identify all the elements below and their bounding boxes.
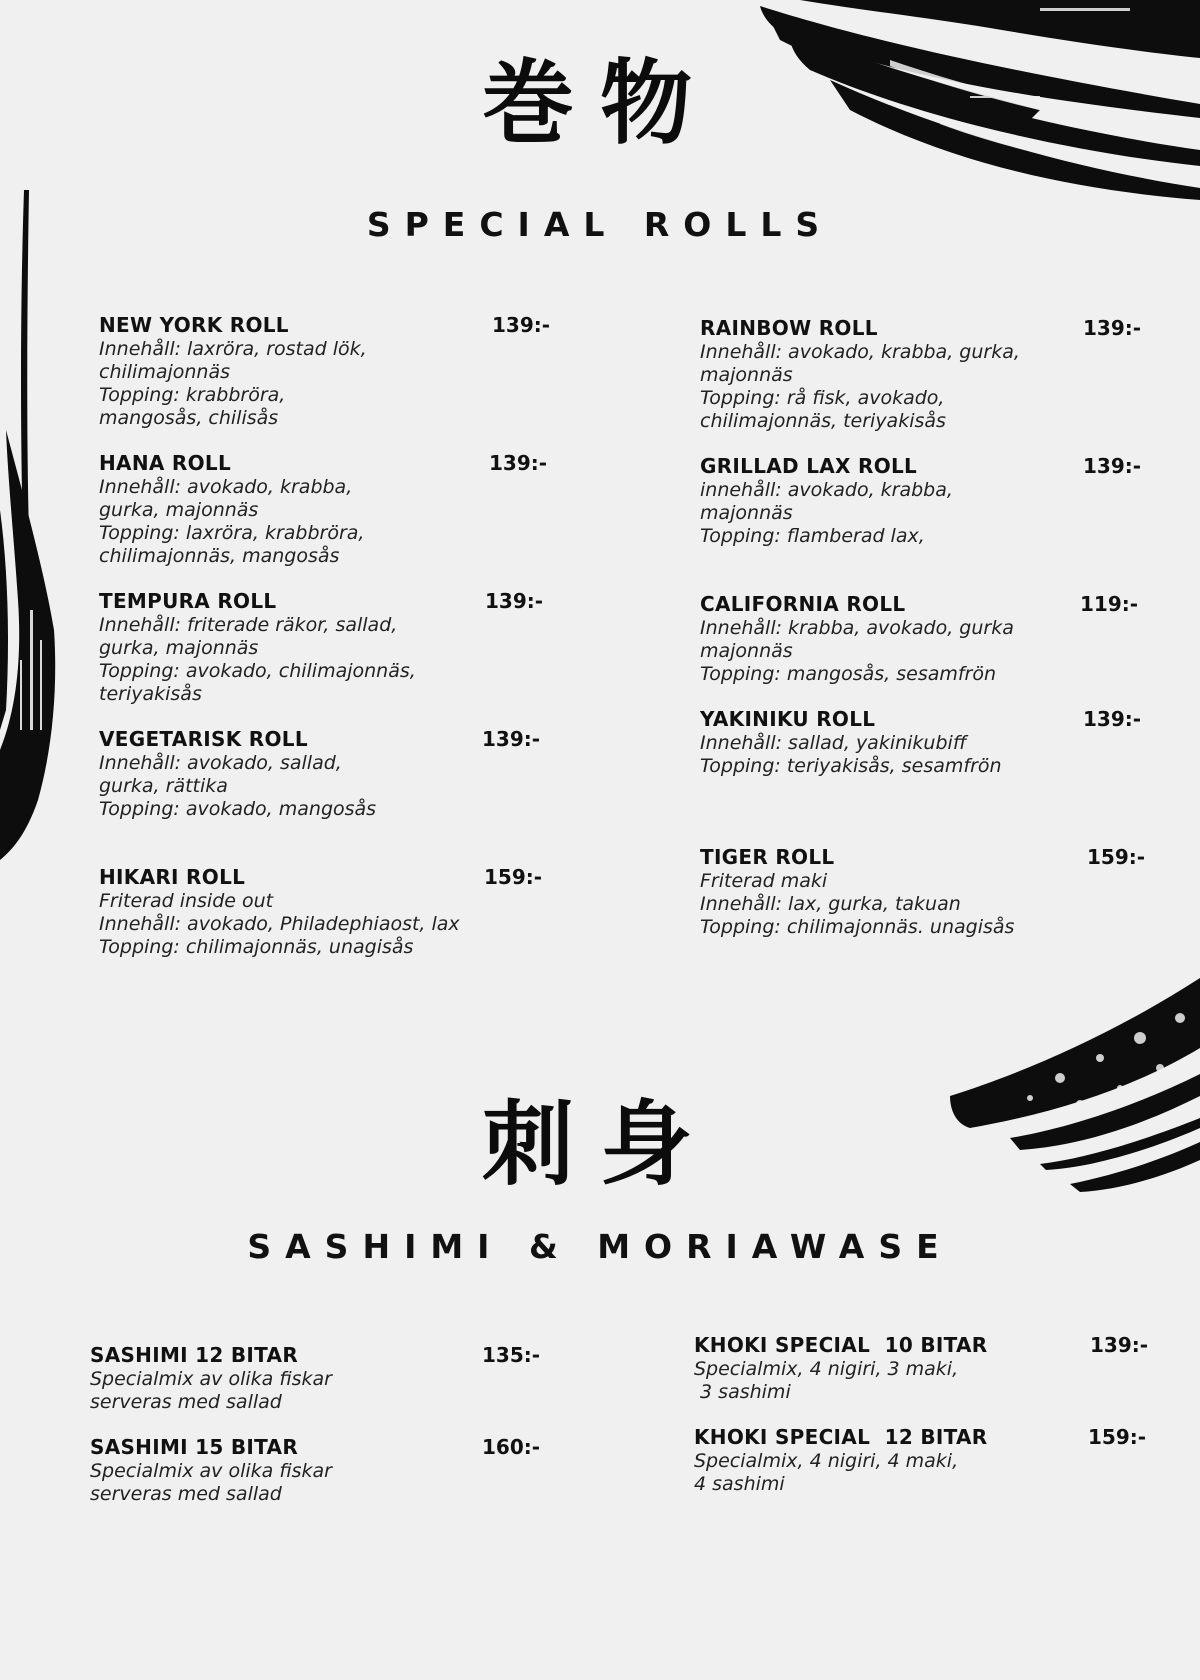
- menu-item: [700, 707, 1142, 778]
- kanji-sashimi: 刺身: [481, 1090, 718, 1198]
- item-price: 159:-: [1087, 845, 1146, 869]
- item-name: SASHIMI 12 BITAR: [90, 1343, 299, 1367]
- item-description: Innehåll: sallad, yakinikubiff: [700, 732, 967, 754]
- item-description: serveras med sallad: [90, 1391, 282, 1413]
- item-description: Innehåll: friterade räkor, sallad,: [99, 614, 398, 636]
- item-name: YAKINIKU ROLL: [700, 707, 876, 731]
- item-description: Specialmix av olika fiskar: [90, 1368, 332, 1390]
- item-description: serveras med sallad: [90, 1483, 282, 1505]
- brush-stroke-left: [0, 190, 60, 860]
- item-description: Innehåll: avokado, krabba,: [99, 476, 353, 498]
- menu-item: [700, 845, 1146, 939]
- item-description: Topping: rå fisk, avokado,: [700, 387, 945, 409]
- item-name: RAINBOW ROLL: [700, 316, 878, 340]
- item-name: NEW YORK ROLL: [99, 313, 289, 337]
- item-description: Specialmix, 4 nigiri, 3 maki,: [694, 1358, 959, 1380]
- item-price: 139:-: [485, 589, 544, 613]
- item-price: 159:-: [484, 865, 543, 889]
- item-name: SASHIMI 15 BITAR: [90, 1435, 299, 1459]
- item-price: 159:-: [1088, 1425, 1147, 1449]
- item-name: KHOKI SPECIAL 12 BITAR: [694, 1425, 988, 1449]
- item-description: Topping: flamberad lax,: [700, 525, 925, 547]
- item-description: mangosås, chilisås: [99, 407, 279, 429]
- item-price: 139:-: [1083, 707, 1142, 731]
- item-description: gurka, rättika: [99, 775, 228, 797]
- item-name: GRILLAD LAX ROLL: [700, 454, 918, 478]
- item-description: majonnäs: [700, 364, 793, 386]
- item-name: HANA ROLL: [99, 451, 231, 475]
- item-price: 160:-: [482, 1435, 541, 1459]
- item-description: majonnäs: [700, 502, 793, 524]
- menu-item: [90, 1343, 541, 1414]
- item-description: innehåll: avokado, krabba,: [700, 479, 953, 501]
- section-title-sashimi: SASHIMI & MORIAWASE: [247, 1227, 953, 1266]
- item-name: VEGETARISK ROLL: [99, 727, 308, 751]
- item-description: Topping: avokado, mangosås: [99, 798, 377, 820]
- menu-item: [99, 727, 541, 821]
- item-description: chilimajonnäs, teriyakisås: [700, 410, 946, 432]
- item-price: 139:-: [1090, 1333, 1149, 1357]
- item-description: Innehåll: avokado, sallad,: [99, 752, 342, 774]
- menu-item: [694, 1425, 1147, 1496]
- section-title-special-rolls: SPECIAL ROLLS: [366, 205, 834, 244]
- menu-item: [90, 1435, 541, 1506]
- item-description: gurka, majonnäs: [99, 499, 259, 521]
- item-description: 4 sashimi: [694, 1473, 785, 1495]
- item-name: HIKARI ROLL: [99, 865, 246, 889]
- item-description: Innehåll: avokado, Philadephiaost, lax: [99, 913, 460, 935]
- item-price: 139:-: [489, 451, 548, 475]
- item-name: TIGER ROLL: [700, 845, 835, 869]
- item-price: 135:-: [482, 1343, 541, 1367]
- item-description: Friterad maki: [700, 870, 828, 892]
- item-description: Innehåll: lax, gurka, takuan: [700, 893, 961, 915]
- item-price: 139:-: [492, 313, 551, 337]
- item-price: 139:-: [482, 727, 541, 751]
- menu-item: [700, 454, 1142, 548]
- item-description: Specialmix av olika fiskar: [90, 1460, 332, 1482]
- item-description: majonnäs: [700, 640, 793, 662]
- item-description: Topping: laxröra, krabbröra,: [99, 522, 365, 544]
- menu-item: [99, 865, 543, 959]
- item-description: chilimajonnäs, mangosås: [99, 545, 340, 567]
- item-description: Topping: mangosås, sesamfrön: [700, 663, 997, 685]
- item-name: CALIFORNIA ROLL: [700, 592, 906, 616]
- menu-item: [700, 592, 1139, 686]
- item-description: chilimajonnäs: [99, 361, 231, 383]
- item-description: Innehåll: laxröra, rostad lök,: [99, 338, 367, 360]
- item-name: KHOKI SPECIAL 10 BITAR: [694, 1333, 988, 1357]
- menu-item: [99, 451, 548, 568]
- item-price: 139:-: [1083, 316, 1142, 340]
- item-name: TEMPURA ROLL: [99, 589, 277, 613]
- item-description: Topping: krabbröra,: [99, 384, 286, 406]
- item-description: Friterad inside out: [99, 890, 274, 912]
- item-price: 119:-: [1080, 592, 1139, 616]
- item-description: Innehåll: avokado, krabba, gurka,: [700, 341, 1020, 363]
- kanji-makimono: 巻物: [481, 49, 718, 157]
- menu-item: [694, 1333, 1149, 1404]
- menu-item: [700, 316, 1142, 433]
- item-description: Specialmix, 4 nigiri, 4 maki,: [694, 1450, 959, 1472]
- item-description: Topping: chilimajonnäs. unagisås: [700, 916, 1015, 938]
- item-description: 3 sashimi: [694, 1381, 791, 1403]
- item-description: Topping: teriyakisås, sesamfrön: [700, 755, 1002, 777]
- item-description: teriyakisås: [99, 683, 202, 705]
- item-description: Topping: avokado, chilimajonnäs,: [99, 660, 416, 682]
- item-description: gurka, majonnäs: [99, 637, 259, 659]
- item-price: 139:-: [1083, 454, 1142, 478]
- menu-item: [99, 313, 551, 430]
- item-description: Innehåll: krabba, avokado, gurka: [700, 617, 1014, 639]
- menu-item: [99, 589, 544, 706]
- item-description: Topping: chilimajonnäs, unagisås: [99, 936, 414, 958]
